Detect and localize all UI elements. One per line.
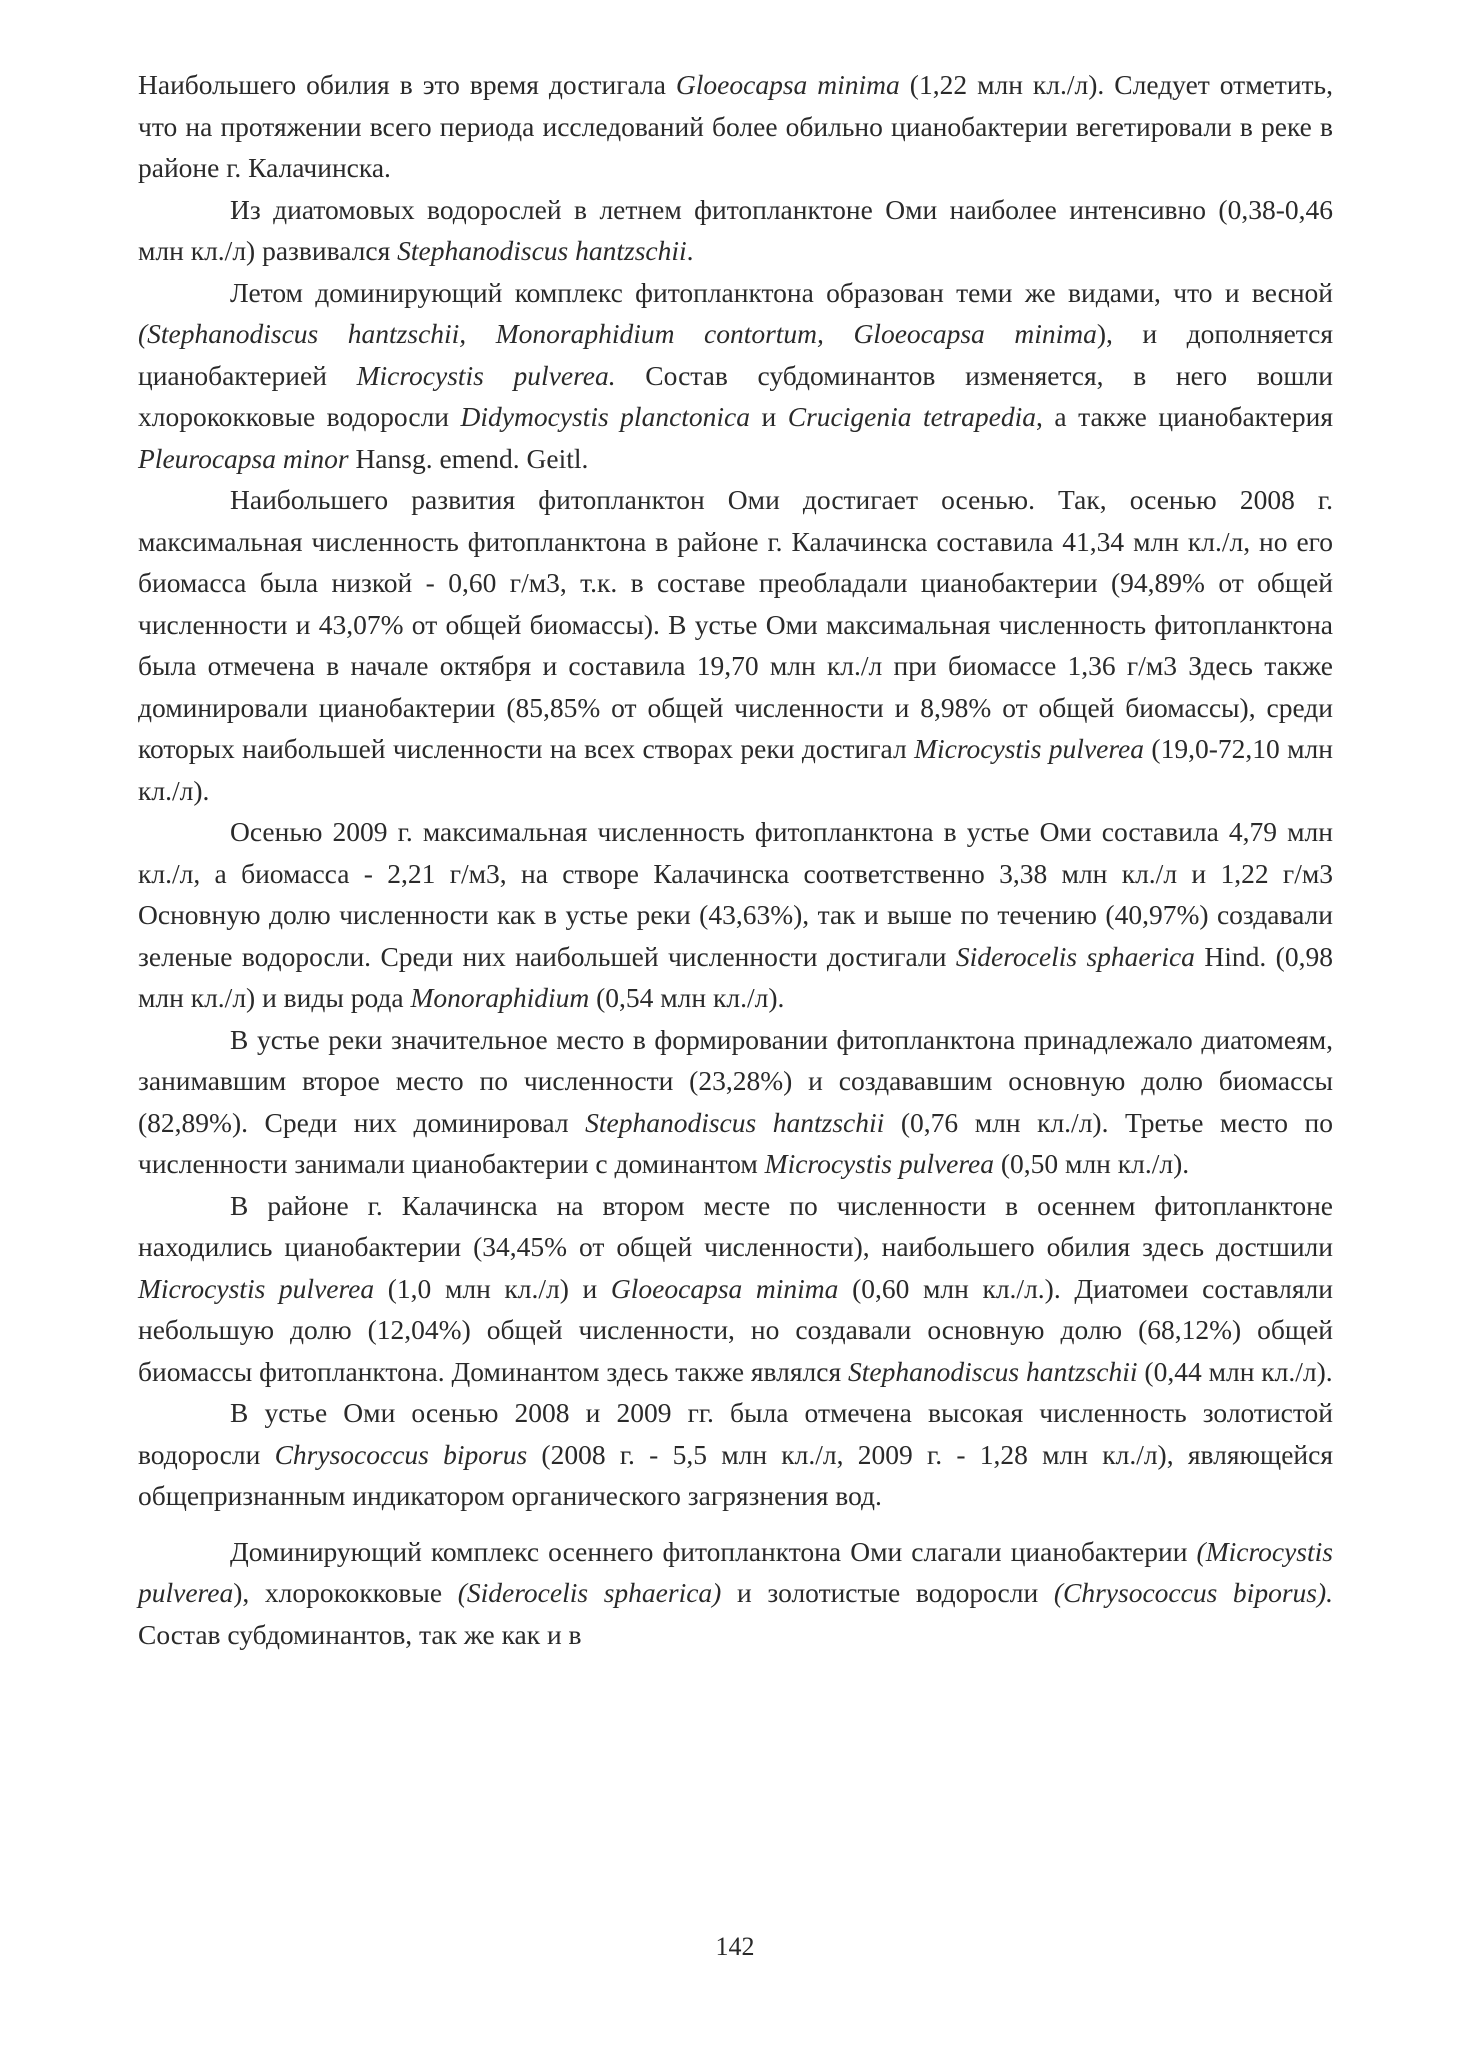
text-run: (19,0-72,10 млн кл./л). [138,733,1333,806]
text-run: В районе г. Калачинска на втором месте по численности в осеннем фитопланктоне находились цианобактерии (34,45% от общей численности), наибольшего обилия здесь достшили [138,1189,1333,1262]
italic-taxon-name: Stephanodiscus hantzschii [848,1355,1138,1387]
paragraph [138,1019,1333,1185]
italic-taxon-name: (Stephanodiscus hantzschii, Monoraphidium contortum, Gloeocapsa minima [138,318,1097,349]
italic-taxon-name: Gloeocapsa minima [675,69,900,100]
text-run: и [750,401,788,432]
text-run: Наибольшего обилия в это время достигала [138,69,676,100]
italic-taxon-name: Microcystis pulverea [764,1148,995,1179]
text-run: и золотистые водоросли [721,1577,1054,1608]
text-run: Состав субдоминантов изменяется, в него вошли хлорококковые водоросли [138,359,1333,432]
paragraph [138,1392,1333,1517]
page-text [138,64,1333,1655]
italic-taxon-name: Microcystis pulverea [914,733,1144,764]
text-run: (0,44 млн кл./л). [1137,1355,1333,1387]
text-run: Доминирующий комплекс осеннего фитопланктона Оми слагали цианобактерии [230,1535,1197,1567]
text-run: Hind. (0,98 млн кл./л) и виды рода [138,940,1333,1013]
text-run: В устье реки значительное место в формировании фитопланктона принадлежало диатомеям, занимавшим второе место по численности (23,28%) и создававшим основную долю биомассы (82,89%). Среди них доминировал [138,1023,1333,1138]
text-run: Осенью 2009 г. максимальная численность фитопланктона в устье Оми составила 4,79 млн кл./л, а биомасса - 2,21 г/м3, на створе Калачинска соответственно 3,38 млн кл./л и 1,22 г/м3 Основную долю численности как в устье реки (43,63%), так и выше по течению (40,97%) создавали зеленые водоросли. Среди них наибольшей численности достигали [138,816,1333,972]
paragraph [138,272,1333,480]
paragraph [138,811,1333,1019]
text-run: (0,54 млн кл./л). [589,982,785,1013]
text-run: (1,22 млн кл./л). Следует отметить, что на протяжении всего периода исследований более обильно цианобактерии вегетировали в реке в районе г. Калачинска. [138,69,1333,183]
italic-taxon-name: Microcystis pulverea [138,1272,375,1304]
text-run: Из диатомовых водорослей в летнем фитопланктоне Оми наиболее интенсивно (0,38-0,46 млн кл./л) развивался [138,193,1333,266]
paragraph [138,1185,1333,1393]
italic-taxon-name: (Microcystis pulverea [138,1535,1333,1608]
italic-taxon-name: Stephanodiscus hantzschii [585,1106,885,1138]
italic-taxon-name: Crucigenia tetrapedia [787,401,1037,432]
text-run: Летом доминирующий комплекс фитопланктона образован теми же видами, что и весной [230,276,1333,308]
italic-taxon-name: Siderocelis sphaerica [955,940,1195,972]
italic-taxon-name: Didymocystis planctonica [460,401,751,432]
paragraph [138,479,1333,811]
text-run: В устье Оми осенью 2008 и 2009 гг. была отмечена высокая численность золотистой водоросли [138,1397,1333,1470]
italic-taxon-name: Monoraphidium [410,982,590,1013]
text-run: ), хлорококковые [233,1577,458,1608]
text-run: , а также цианобактерия [1036,401,1333,432]
paragraph [138,189,1333,272]
italic-taxon-name: Chrysococcus biporus [274,1438,528,1470]
paragraph [138,64,1333,189]
text-run: ), и дополняется цианобактерией [138,318,1333,391]
text-run: (0,60 млн кл./л.). Диатомеи составляли небольшую долю (12,04%) общей численности, но создавали основную долю (68,12%) общей биомассы фитопланктона. Доминантом здесь также являлся [138,1272,1333,1387]
text-run: . [686,235,694,266]
text-run: (0,76 млн кл./л). Третье место по численности занимали цианобактерии с доминантом [138,1106,1333,1179]
page-number: 142 [715,1932,755,1961]
italic-taxon-name: Stephanodiscus hantzschii [397,235,687,266]
italic-taxon-name: Gloeocapsa minima [610,1272,839,1304]
text-run: Наибольшего развития фитопланктон Оми достигает осенью. Так, осенью 2008 г. максимальная численность фитопланктона в районе г. Калачинска составила 41,34 млн кл./л, но его биомасса была низкой - 0,60 г/м3, т.к. в составе преобладали цианобактерии (94,89% от общей численности и 43,07% от общей биомассы). В устье Оми максимальная численность фитопланктона была отмечена в начале октября и составила 19,70 млн кл./л при биомассе 1,36 г/м3 Здесь также доминировали цианобактерии (85,85% от общей численности и 8,98% от общей биомассы), среди которых наибольшей численности на всех створах реки достигал [138,484,1333,764]
paragraph [138,1531,1333,1656]
italic-taxon-name: (Siderocelis sphaerica) [457,1577,722,1608]
text-run: (0,50 млн кл./л). [994,1148,1190,1179]
italic-taxon-name: (Chrysococcus biporus). [1053,1577,1334,1608]
italic-taxon-name: Microcystis pulverea. [356,359,616,391]
italic-taxon-name: Pleurocapsa minor [138,442,349,474]
text-run: Состав субдоминантов, так же как и в [138,1618,582,1650]
text-run: (2008 г. - 5,5 млн кл./л, 2009 г. - 1,28 млн кл./л), являющейся общепризнанным индикатором органического загрязнения вод. [138,1438,1333,1511]
text-run: Hansg. emend. Geitl. [348,442,589,474]
text-run: (1,0 млн кл./л) и [374,1272,611,1304]
